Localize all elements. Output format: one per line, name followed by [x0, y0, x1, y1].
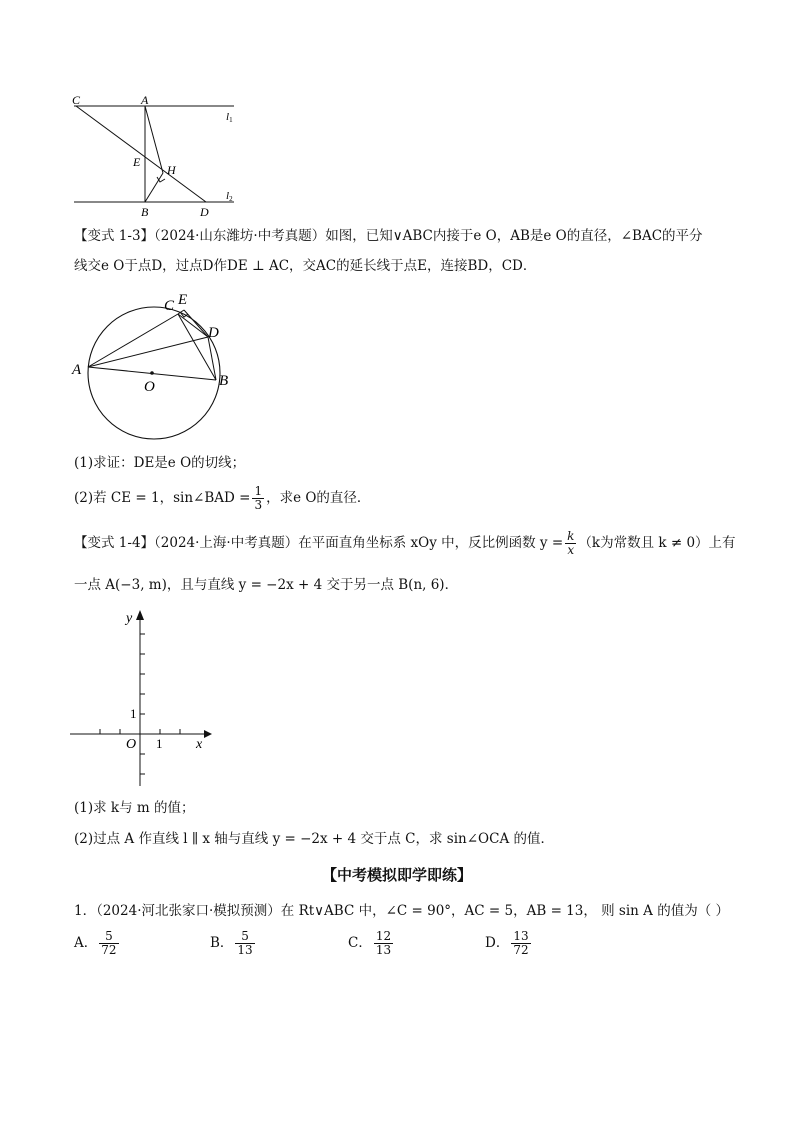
fraction	[252, 485, 264, 512]
segment-cd	[178, 314, 208, 337]
q13-part2	[74, 484, 370, 512]
parallel-lines-figure	[66, 92, 246, 220]
q14-line1-pre: 【变式 1-4】（2024·上海·中考真题）在平面直角坐标系 xOy 中，反比例函数 y =	[74, 535, 564, 551]
label-l1: l1	[226, 111, 233, 124]
option-label: B．	[210, 935, 234, 951]
option-label: D．	[485, 935, 510, 951]
q13-part2-post: ，求e O的直径．	[266, 490, 371, 506]
option-label: C．	[348, 935, 372, 951]
label-b: B	[219, 373, 229, 389]
circle-o	[88, 307, 220, 439]
q13-line1: 【变式 1-3】（2024·山东潍坊·中考真题）如图，已知∨ABC内接于e O，AB是e O的直径，∠BAC的平分	[74, 228, 703, 244]
q13-line2: 线交e O于点D，过点D作DE ⊥ AC，交AC的延长线于点E，连接BD，CD．	[74, 258, 537, 274]
fraction-numerator: k	[567, 529, 575, 543]
fraction-denominator: 3	[254, 498, 263, 512]
fraction-denominator: 13	[237, 943, 253, 957]
y-axis-arrow	[136, 610, 144, 620]
fraction-numerator: 5	[235, 930, 254, 944]
label-h: H	[167, 163, 176, 177]
segment-bh	[145, 173, 163, 202]
center-point	[150, 371, 154, 375]
q1-stem: 1．（2024·河北张家口·模拟预测）在 Rt∨ABC 中，∠C = 90°，AC = 5，AB = 13， 则 sin A 的值为（ ）	[74, 903, 729, 919]
q13-part2-pre: (2)若 CE = 1，sin∠BAD =	[74, 490, 251, 506]
segment-ac	[88, 314, 178, 367]
fraction-numerator: 5	[99, 930, 118, 944]
q1-option-c[interactable]	[348, 930, 395, 957]
label-c: C	[164, 298, 175, 314]
fraction-denominator: x	[567, 543, 575, 557]
q1-option-b[interactable]	[210, 930, 257, 957]
label-o: O	[126, 737, 137, 752]
x-axis-arrow	[204, 730, 212, 738]
segment-cd	[76, 106, 206, 202]
label-e: E	[133, 155, 141, 169]
label-l2: l2	[226, 190, 233, 203]
q13-part1: (1)求证：DE是e O的切线；	[74, 455, 246, 471]
label-e: E	[178, 292, 188, 308]
label-d: D	[200, 205, 209, 219]
circle-figure	[68, 290, 248, 442]
section-heading: 【中考模拟即学即练】	[321, 866, 472, 884]
option-fraction	[511, 930, 530, 957]
label-x: x	[196, 737, 203, 752]
q14-part2: (2)过点 A 作直线 l ∥ x 轴与直线 y = −2x + 4 交于点 C，求 sin∠OCA 的值．	[74, 831, 554, 847]
q1-option-d[interactable]	[485, 930, 533, 957]
label-a: A	[141, 93, 149, 107]
fraction-numerator: 12	[375, 929, 392, 943]
label-one-y: 1	[130, 706, 137, 721]
label-b: B	[141, 205, 149, 219]
q14-line1-post: （k为常数且 k ≠ 0）上有	[578, 535, 736, 551]
y-ticks	[140, 634, 145, 774]
option-label: A．	[74, 935, 98, 951]
fraction-numerator: 13	[513, 929, 529, 943]
fraction-denominator: 72	[101, 943, 117, 957]
fraction-denominator: 72	[513, 943, 529, 957]
label-one-x: 1	[156, 736, 163, 751]
label-y: y	[126, 611, 133, 626]
segment-ad	[88, 337, 208, 367]
label-a: A	[72, 362, 82, 378]
option-fraction	[374, 930, 393, 957]
coordinate-axes-figure	[66, 606, 226, 790]
q1-option-a[interactable]	[74, 930, 121, 957]
fraction-denominator: 13	[375, 943, 392, 957]
label-d: D	[208, 325, 219, 341]
fraction-numerator: 1	[254, 484, 263, 498]
label-c: C	[72, 93, 81, 107]
q14-part1: (1)求 k与 m 的值；	[74, 800, 195, 816]
segment-ah	[145, 106, 163, 173]
q14-line2: 一点 A(−3, m)，且与直线 y = −2x + 4 交于另一点 B(n, 6)．	[74, 577, 459, 593]
option-fraction	[99, 930, 118, 957]
option-fraction	[235, 930, 254, 957]
q14-line1	[74, 529, 736, 557]
fraction	[565, 530, 576, 557]
label-o: O	[144, 379, 155, 395]
